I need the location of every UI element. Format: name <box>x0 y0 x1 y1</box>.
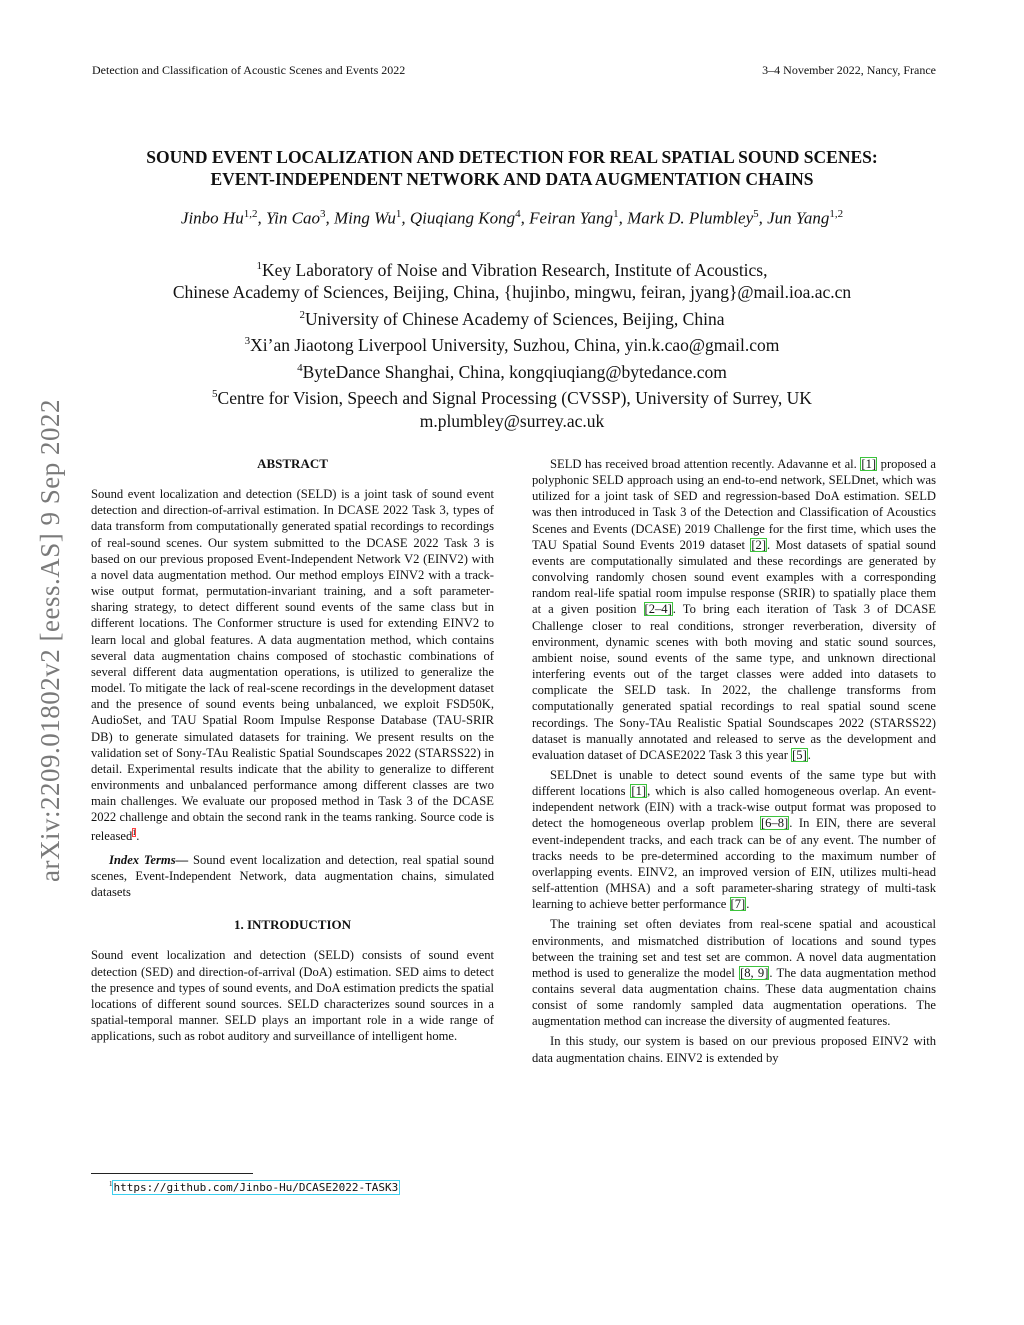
text-run: . The data augmentation method contains several data augmentation chains. These data augmentation chains consist of some randomly sampled data augmentation operations. The augmentation method can increase the diversity of augmented features. <box>532 965 937 1029</box>
author-name: Jinbo Hu <box>180 208 244 228</box>
author-affil-sup: 4 <box>515 208 521 220</box>
affil-text: Key Laboratory of Noise and Vibration Research, Institute of Acoustics, <box>261 259 768 280</box>
affiliation-5-email: m.plumbley@surrey.ac.uk <box>419 410 605 431</box>
running-head-left: Detection and Classification of Acoustic Scenes and Events 2022 <box>92 63 406 77</box>
text-run: , which is also called homogeneous overlap. An event-independent network (EIN) with a track-wise output format was proposed to detect the homogeneous overlap problem <box>532 784 936 831</box>
author-affil-sup: 1 <box>613 208 619 220</box>
text-run: . To bring each iteration of Task 3 of DCASE Challenge closer to real conditions, stronger reverberation, diversity of environment, dynamic scenes with both moving and static sound sources, ambient noise, sound events of the same type, and unknown directional interfering events out of the target classes were added into datasets to complicate the SELD task. In 2022, the challenge transforms from computationally generated spatial recordings to real spatial sound scene recordings. The Sony-TAu Realistic Spatial Soundscapes 2022 (STARSS22) dataset is manually annotated and released to serve as the development and evaluation dataset of DCASE2022 Task 3 this year <box>532 602 936 762</box>
affiliation-4 <box>60 357 964 383</box>
author-name: Feiran Yang <box>529 208 614 228</box>
author-affil-sup: 1,2 <box>243 208 258 220</box>
author-name: Qiuqiang Kong <box>409 208 516 228</box>
affil-sup: 4 <box>297 361 303 374</box>
citation-link[interactable]: [7] <box>730 897 746 912</box>
affil-sup: 1 <box>256 260 262 272</box>
affil-text: University of Chinese Academy of Sciences, Beijing, China <box>305 308 725 329</box>
abstract-end: . <box>136 829 140 844</box>
text-run: . Most datasets of spatial sound events are computationally simulated and these recordings are generated by convolving randomly chosen sound event examples with a corresponding random real-life spatial room impulse response (SRIR) to spatially place them at a given position <box>532 537 936 617</box>
author-name: Mark D. Plumbley <box>627 208 754 228</box>
abstract-body: Sound event localization and detection (SELD) is a joint task of sound event detection and direction-of-arrival estimation. In DCASE 2022 Task 3, types of data transform from computationally generated spatial recordings to recordings of real-sound scenes. Our system submitted to the DCASE 2022 Task 3 is based on our previous proposed Event-Independent Network V2 (EINV2) with a novel data augmentation method. Our method employs EINV2 with a track-wise output format, permutation-invariant training, and a soft parameter-sharing strategy, to detect different sound events of the same class but in different locations. The Conformer structure is used for extending EINV2 to learn local and global features. A data augmentation method, which contains several data augmentation chains composed of stochastic combinations of several different data augmentation operations, is utilized to generalize the model. To mitigate the lack of real-scene recordings in the development dataset and the presence of sound events being unbalanced, we exploit FSD50K, AudioSet, and TAU Spatial Room Impulse Response Database (TAU-SRIR DB) to generate simulated datasets for training. We present results on the validation set of Sony-TAu Realistic Spatial Soundscapes 2022 (STARSS22) in detail. Experimental results indicate that the ability to generalize to different environments and unbalanced performance among different classes are two main challenges. We evaluate our proposed method in Task 3 of the DCASE 2022 challenge and obtain the second rank in the teams ranking. Source code is released <box>91 487 494 844</box>
citation-link[interactable]: [1] <box>631 784 647 799</box>
body-paragraph <box>532 916 936 1029</box>
author-affil-sup: 3 <box>319 208 326 220</box>
index-terms-label: Index Terms— <box>109 852 189 867</box>
affil-text: Centre for Vision, Speech and Signal Processing (CVSSP), University of Surrey, UK <box>217 388 812 409</box>
affil-sup: 2 <box>299 309 306 322</box>
paper-title <box>60 146 964 190</box>
body-paragraph: In this study, our system is based on our previous proposed EINV2 with data augmentation chains. EINV2 is extended by <box>532 1034 936 1065</box>
title-line-2: EVENT-INDEPENDENT NETWORK AND DATA AUGMENTATION CHAINS <box>210 169 814 189</box>
author-affil-sup: 1,2 <box>829 208 844 220</box>
right-column <box>532 456 936 1066</box>
body-paragraph <box>532 456 936 763</box>
body-paragraph <box>532 767 936 912</box>
footnote-ref-link[interactable]: 1 <box>132 828 137 838</box>
affiliation-5 <box>60 383 964 409</box>
text-run: The training set often deviates from real-scene spatial and acoustical environments, and mismatched distribution of locations and sound types between the training set and test set are common. A novel data augmentation method is used to generalize the model <box>532 917 936 980</box>
affil-text: ByteDance Shanghai, China, kongqiuqiang@bytedance.com <box>302 361 727 382</box>
footnote <box>109 1180 399 1194</box>
citation-link[interactable]: [1] <box>861 457 877 471</box>
footnote-url-link[interactable]: https://github.com/Jinbo-Hu/DCASE2022-TASK3 <box>113 1180 399 1194</box>
running-head <box>92 63 936 78</box>
intro-heading: 1. INTRODUCTION <box>233 917 351 933</box>
text-run: SELDnet is unable to detect sound events of the same type but with different locations <box>532 767 936 799</box>
text-run: . <box>746 897 750 912</box>
text-run: . In EIN, there are several event-independent tracks, and each track can be of any event. The number of tracks needs to be pre-determined according to the maximum number of overlapping events. EINV2, an improved version of EIN, utilizes multi-head self-attention (MHSA) and a soft parameter-sharing strategy of multi-task learning to achieve better performance <box>532 816 936 912</box>
abstract-text <box>91 486 494 845</box>
author-affil-sup: 5 <box>753 208 759 220</box>
citation-link[interactable]: [8, 9] <box>740 965 769 980</box>
affiliations <box>60 255 964 432</box>
citation-link[interactable]: [2] <box>751 537 767 552</box>
author-list: Jinbo Hu$^{1,2}$, Yin Cao$^3$, Ming Wu$^1$, Qiuqiang Kong$^4$, Feiran Yang$^1$, Mark D. Plumbley$^5$, Jun Yang$^{1,2}$ <box>180 208 844 228</box>
affiliation-2 <box>60 304 964 330</box>
author-name: Jun Yang <box>767 208 830 228</box>
citation-link[interactable]: [6–8] <box>760 816 789 831</box>
affiliation-3 <box>60 330 964 356</box>
text-run: SELD has received broad attention recently. Adavanne et al. <box>550 457 861 471</box>
arxiv-stamp[interactable]: arXiv:2209.01802v2 [eess.AS] 9 Sep 2022 <box>34 398 65 882</box>
abstract-heading: ABSTRACT <box>257 456 328 471</box>
citation-link[interactable]: [2–4] <box>644 602 672 617</box>
index-terms-text: Sound event localization and detection, real spatial sound scenes, Event-Independent Network, data augmentation chains, simulated datasets <box>91 852 495 900</box>
index-terms <box>91 852 494 900</box>
affiliation-1-cont: Chinese Academy of Sciences, Beijing, China, {hujinbo, mingwu, feiran, jyang}@mail.ioa.ac.cn <box>172 282 852 303</box>
author-name: Ming Wu <box>333 208 396 228</box>
left-column <box>91 456 494 1044</box>
running-head-right: 3–4 November 2022, Nancy, France <box>762 63 936 77</box>
footnote-rule <box>91 1173 253 1174</box>
footnote-marker: 1 <box>109 1180 113 1188</box>
title-line-1: SOUND EVENT LOCALIZATION AND DETECTION FOR REAL SPATIAL SOUND SCENES: <box>146 147 878 167</box>
intro-paragraph: Sound event localization and detection (SELD) consists of sound event detection (SED) and direction-of-arrival (DoA) estimation. SED aims to detect the presence and types of sound events, and DoA estimation predicts the spatial locations of different sound sources. SELD characterizes sound sources in a spatial-temporal manner. SELD plays an important role in a wide range of applications, such as robot auditory and surveillance of intelligent home. <box>91 948 494 1044</box>
affil-sup: 3 <box>244 335 251 348</box>
author-name: Yin Cao <box>265 208 320 228</box>
text-run: . <box>807 747 811 762</box>
author-affil-sup: 1 <box>395 208 402 220</box>
affil-text: Xi’an Jiaotong Liverpool University, Suzhou, China, yin.k.cao@gmail.com <box>250 335 780 356</box>
affiliation-1 <box>60 255 964 281</box>
text-run: proposed a polyphonic SELD approach using an end-to-end network, SELDnet, which was utilized for a joint task of SED and regression-based DoA estimation. SELD was then introduced in Task 3 of the Detection and Classification of Acoustics Scenes and Events (DCASE) 2019 Challenge for the first time, which uses the TAU Spatial Sound Events 2019 dataset <box>532 457 937 552</box>
affil-sup: 5 <box>212 388 218 401</box>
citation-link[interactable]: [5] <box>792 747 807 762</box>
